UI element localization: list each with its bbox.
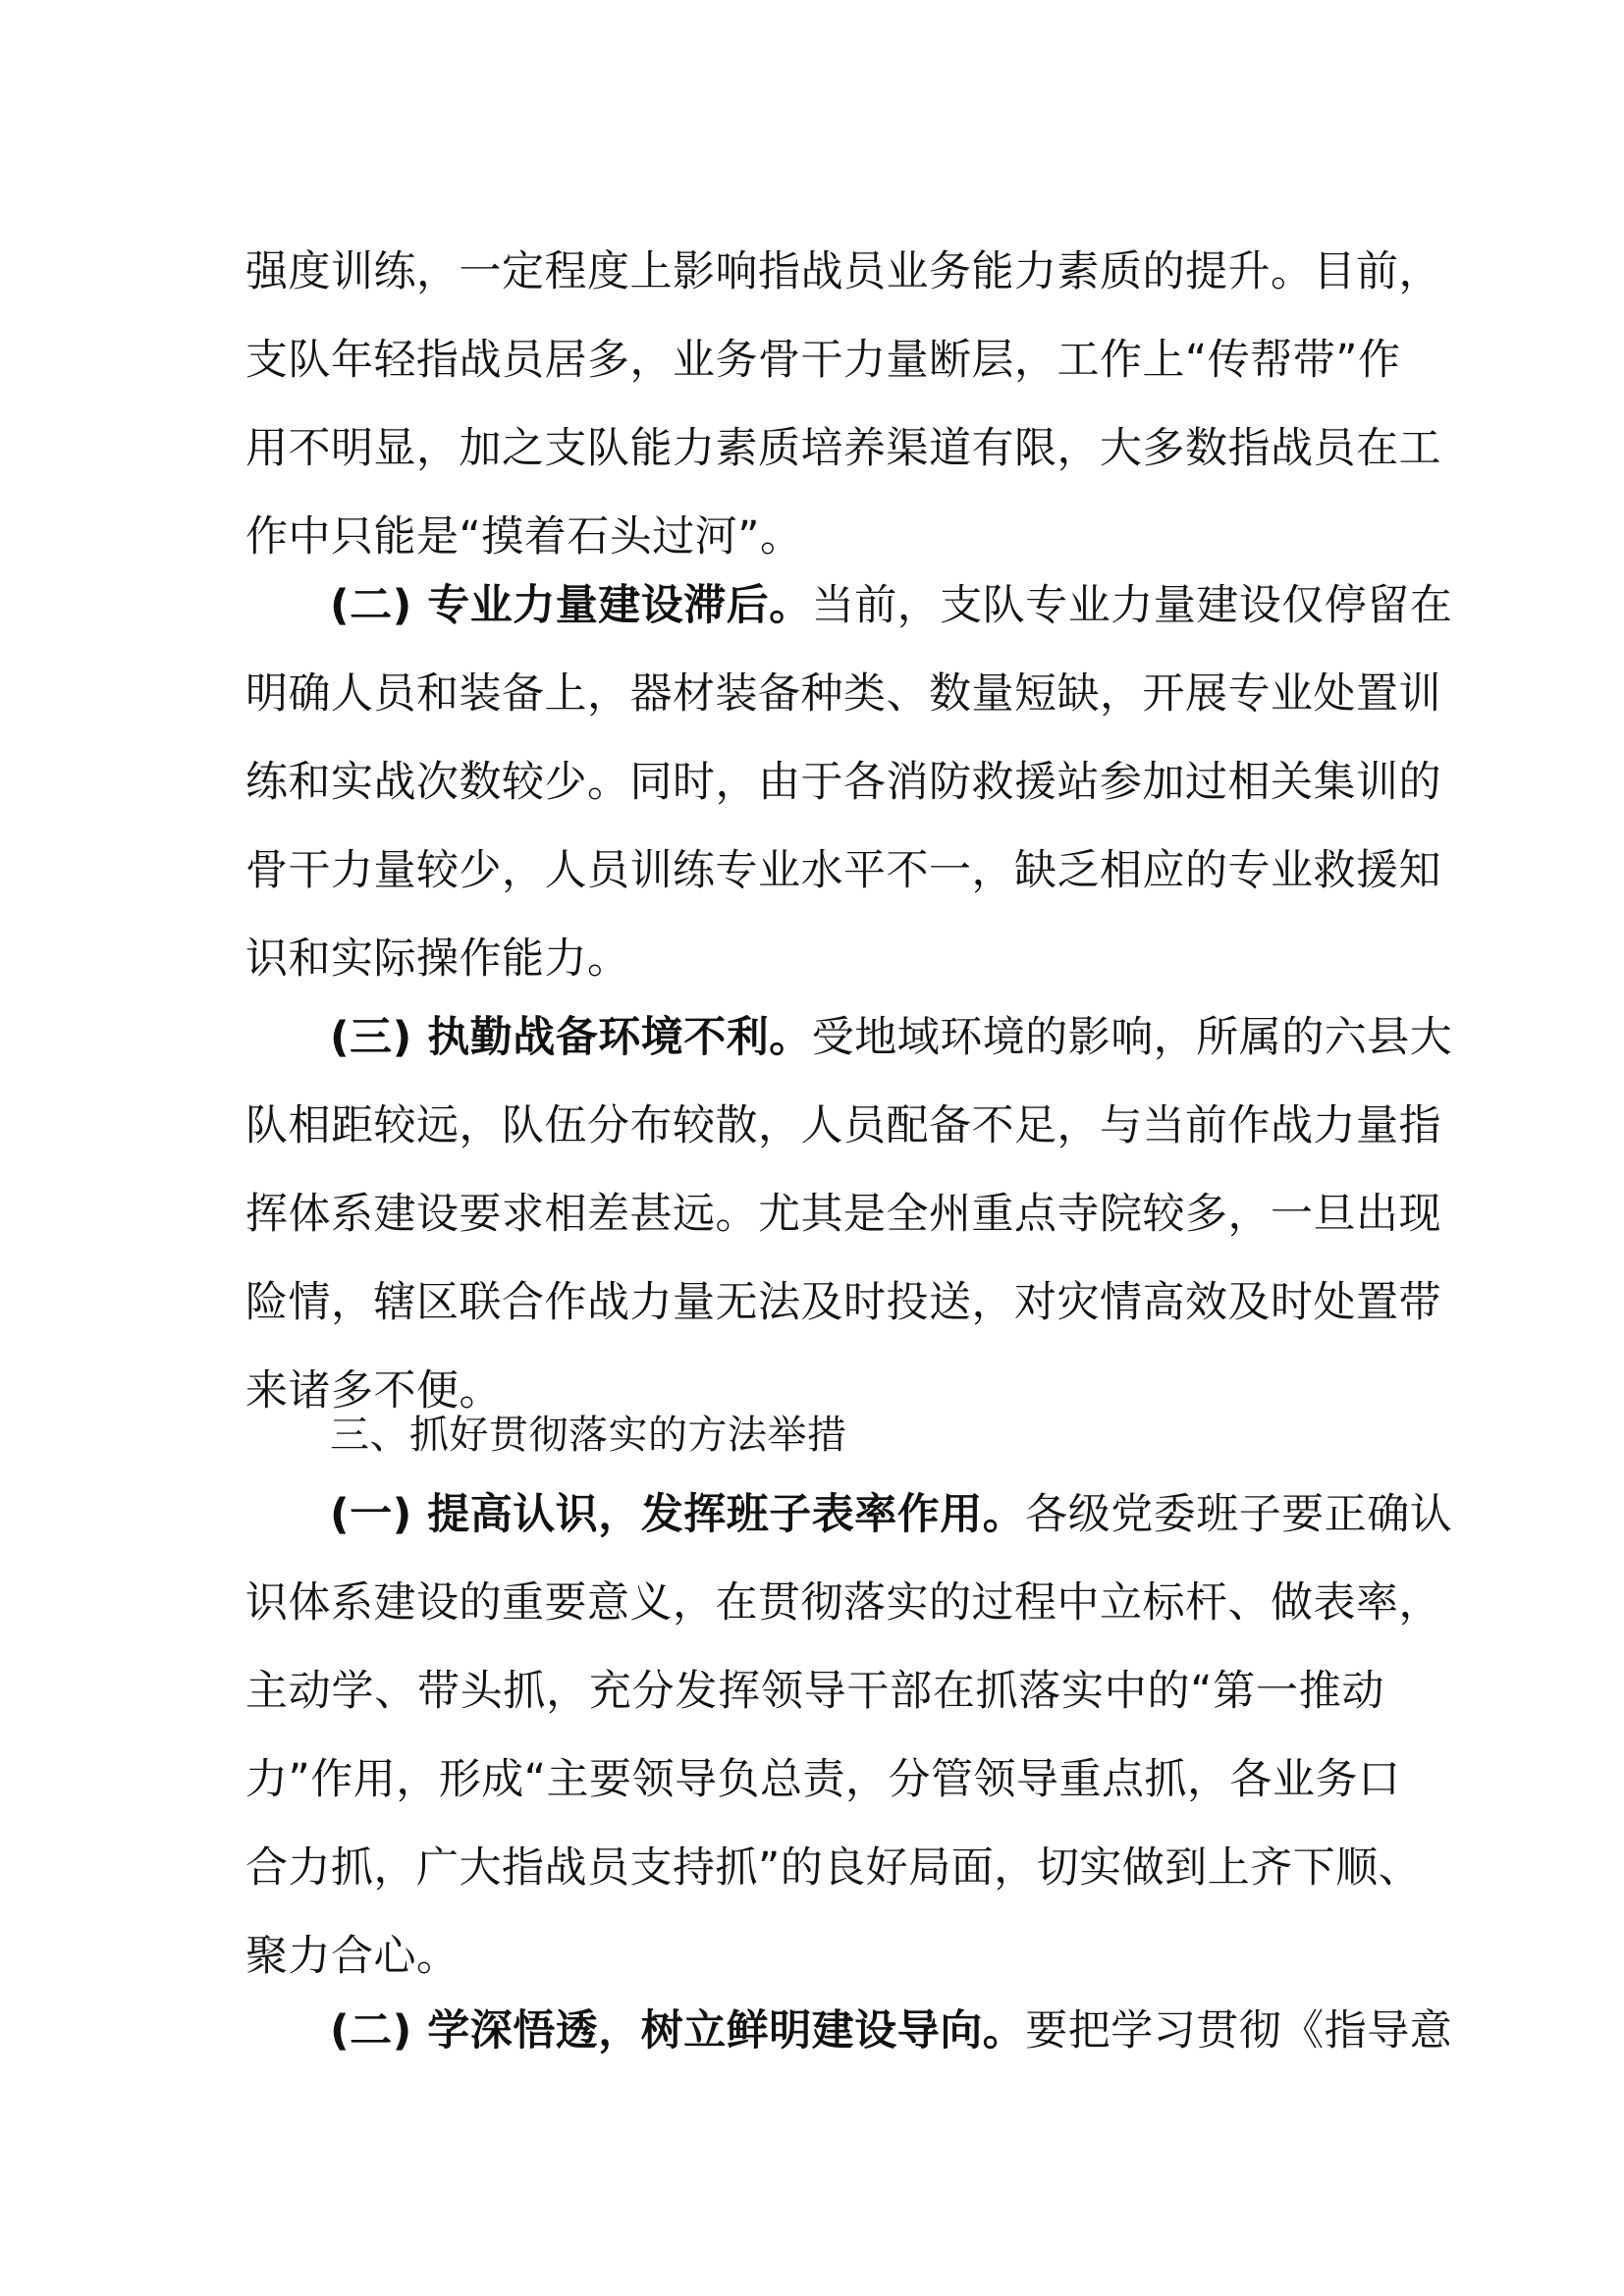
text-line: 支队年轻指战员居多，业务骨干力量断层，工作上“传帮带”作 <box>245 336 1401 385</box>
text-run: 要把学习贯彻《指导意 <box>1025 2006 1453 2056</box>
section-heading-text: 三、抓好贯彻落实的方法举措 <box>330 1413 847 1458</box>
text-line: 练和实战次数较少。同时，由于各消防救援站参加过相关集训的 <box>245 758 1441 807</box>
text-line: 聚力合心。 <box>245 1932 460 1981</box>
text-run: 当前，支队专业力量建设仅停留在 <box>811 581 1453 630</box>
text-line: 力”作用，形成“主要领导负总责，分管领导重点抓，各业务口 <box>245 1755 1401 1804</box>
subheading: (三) 执勤战备环境不利。 <box>330 1013 812 1062</box>
text-line: 识体系建设的重要意义，在贯彻落实的过程中立标杆、做表率， <box>245 1578 1441 1628</box>
text-line: 挥体系建设要求相差甚远。尤其是全州重点寺院较多，一旦出现 <box>245 1190 1441 1239</box>
text-line: 合力抓，广大指战员支持抓”的良好局面，切实做到上齐下顺、 <box>245 1843 1422 1893</box>
text-line <box>245 1470 1453 1559</box>
text-line: 作中只能是“摸着石头过河”。 <box>245 512 803 561</box>
text-line: 主动学、带头抓，充分发挥领导干部在抓落实中的“第一推动 <box>245 1667 1384 1716</box>
text-line <box>245 561 1453 650</box>
text-line: 明确人员和装备上，器材装备种类、数量短缺，开展专业处置训 <box>245 669 1441 719</box>
subheading: (二) 学深悟透，树立鲜明建设导向。 <box>330 2006 1026 2056</box>
text-line: 骨干力量较少，人员训练专业水平不一，缺乏相应的专业救援知 <box>245 846 1441 895</box>
text-line: 险情，辖区联合作战力量无法及时投送，对灾情高效及时处置带 <box>245 1278 1441 1327</box>
text-line: 队相距较远，队伍分布较散，人员配备不足，与当前作战力量指 <box>245 1101 1441 1150</box>
paragraph-5 <box>245 1987 1453 2075</box>
text-line <box>245 993 1453 1082</box>
text-line: 来诸多不便。 <box>245 1366 502 1415</box>
text-run: 各级党委班子要正确认 <box>1025 1490 1453 1539</box>
section-heading <box>245 1401 1384 1469</box>
paragraph-3 <box>245 993 1453 1435</box>
text-run: 受地域环境的影响，所属的六县大 <box>811 1013 1453 1062</box>
text-line: 用不明显，加之支队能力素质培养渠道有限，大多数指战员在工 <box>245 424 1441 473</box>
subheading: (二) 专业力量建设滞后。 <box>330 581 812 630</box>
paragraph-1 <box>245 228 1441 581</box>
text-line: 识和实际操作能力。 <box>245 934 630 984</box>
subheading: (一) 提高认识，发挥班子表率作用。 <box>330 1490 1026 1539</box>
paragraph-2 <box>245 561 1453 1003</box>
text-line: 强度训练，一定程度上影响指战员业务能力素质的提升。目前， <box>245 247 1441 296</box>
paragraph-4 <box>245 1470 1453 2001</box>
text-line <box>245 1987 1453 2075</box>
